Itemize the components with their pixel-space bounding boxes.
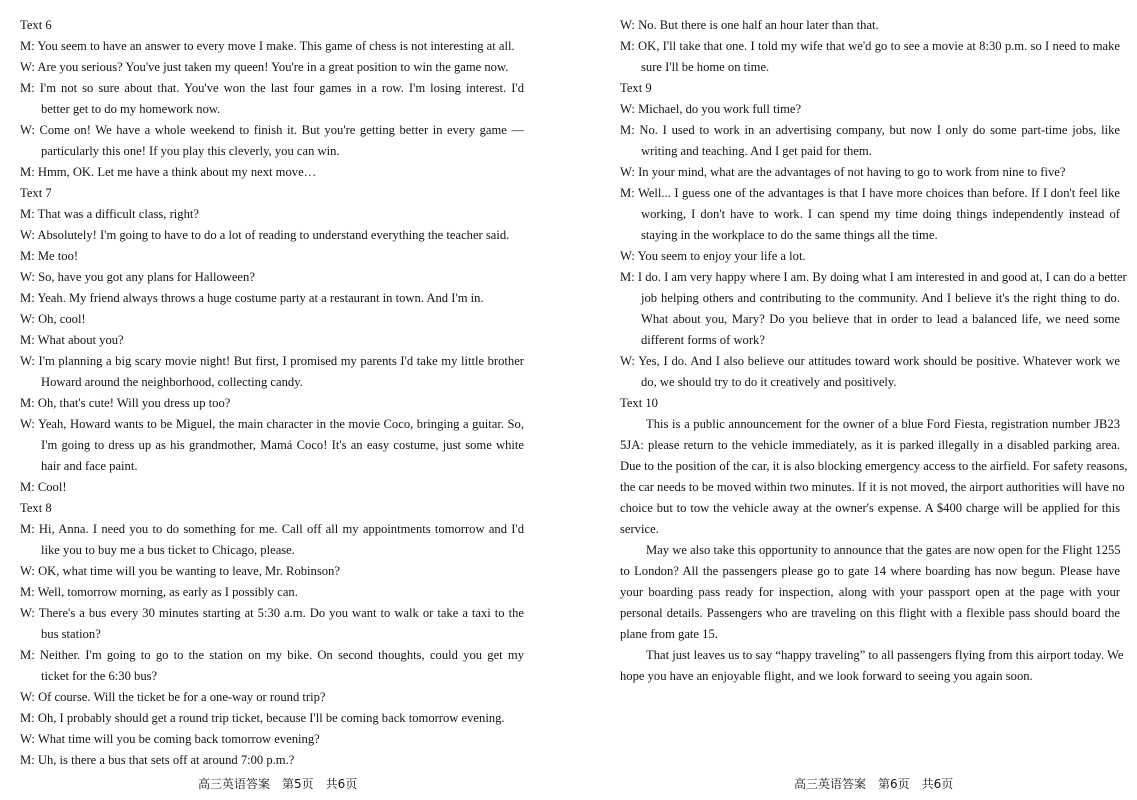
- text-line: M: Oh, I probably should get a round trip ticket, because I'll be coming back tomorrow evening.: [20, 711, 505, 725]
- text-line: better get to do my homework now.: [41, 102, 221, 116]
- text-line: to London? All the passengers please go to gate 14 where boarding has now begun. Please have: [620, 564, 1120, 578]
- text-line: W: There's a bus every 30 minutes starting at 5:30 a.m. Do you want to walk or take a taxi to the: [20, 606, 524, 620]
- text-line: job helping others and contributing to the community. And I believe it's the right thing to do.: [641, 291, 1120, 305]
- text-line: do, we should try to do it creatively and positively.: [641, 375, 897, 389]
- text-line: M: That was a difficult class, right?: [20, 207, 199, 221]
- text-line: Howard around the neighborhood, collecting candy.: [41, 375, 303, 389]
- text-line: W: Oh, cool!: [20, 312, 86, 326]
- text-line: choice but to tow the vehicle away at the owner's expense. A $400 charge will be applied for this: [620, 501, 1120, 515]
- text-line: W: Of course. Will the ticket be for a one-way or round trip?: [20, 690, 326, 704]
- text-line: staying in the workplace to do the same things all the time.: [641, 228, 938, 242]
- text-line: W: You seem to enjoy your life a lot.: [620, 249, 806, 263]
- text-line: M: Hmm, OK. Let me have a think about my next move…: [20, 165, 317, 179]
- text-line: M: Me too!: [20, 249, 79, 263]
- text-line: M: I do. I am very happy where I am. By doing what I am interested in and good at, I can do a better: [620, 270, 1127, 284]
- text-line: W: No. But there is one half an hour later than that.: [620, 18, 879, 32]
- right-page-column: [620, 15, 1128, 687]
- text-line: personal details. Passengers who are traveling on this flight with a flexible pass should board the: [620, 606, 1120, 620]
- text-line: M: No. I used to work in an advertising company, but now I only do some part-time jobs, like: [620, 123, 1120, 137]
- text-line: W: Yes, I do. And I also believe our attitudes toward work should be positive. Whatever work we: [620, 354, 1120, 368]
- text-line: W: Michael, do you work full time?: [620, 102, 802, 116]
- text-line: W: What time will you be coming back tomorrow evening?: [20, 732, 320, 746]
- text-line: M: You seem to have an answer to every move I make. This game of chess is not interesting at all.: [20, 39, 515, 53]
- text-line: your boarding pass ready for inspection, along with your passport open at the page with your: [620, 585, 1120, 599]
- text-line: M: What about you?: [20, 333, 124, 347]
- text-line: M: Well, tomorrow morning, as early as I possibly can.: [20, 585, 298, 599]
- section-heading: Text 8: [20, 501, 52, 515]
- text-line: like you to buy me a bus ticket to Chicago, please.: [41, 543, 295, 557]
- text-line: Due to the position of the car, it is also blocking emergency access to the airfield. For safety reasons,: [620, 459, 1128, 473]
- text-line: This is a public announcement for the owner of a blue Ford Fiesta, registration number JB23: [646, 417, 1120, 431]
- text-line: the car needs to be moved within two minutes. If it is not moved, the airport authorities will have no: [620, 480, 1125, 494]
- text-line: What about you, Mary? Do you believe that in order to lead a balanced life, we need some: [641, 312, 1120, 326]
- text-line: sure I'll be home on time.: [641, 60, 770, 74]
- text-line: That just leaves us to say “happy traveling” to all passengers flying from this airport today. We: [646, 648, 1124, 662]
- left-page-footer: 高三英语答案 第5页 共6页: [198, 777, 358, 791]
- text-line: service.: [620, 522, 659, 536]
- text-line: M: Cool!: [20, 480, 67, 494]
- text-line: W: Come on! We have a whole weekend to finish it. But you're getting better in every game —: [20, 123, 524, 137]
- text-line: M: OK, I'll take that one. I told my wife that we'd go to see a movie at 8:30 p.m. so I need to make: [620, 39, 1120, 53]
- text-line: M: Yeah. My friend always throws a huge costume party at a restaurant in town. And I'm in.: [20, 291, 484, 305]
- text-line: W: Absolutely! I'm going to have to do a lot of reading to understand everything the teacher said.: [20, 228, 510, 242]
- text-line: different forms of work?: [641, 333, 765, 347]
- text-line: M: Well... I guess one of the advantages is that I have more choices than before. If I don't feel like: [620, 186, 1120, 200]
- text-line: bus station?: [41, 627, 101, 641]
- right-page-footer: 高三英语答案 第6页 共6页: [794, 777, 954, 791]
- text-line: W: Yeah, Howard wants to be Miguel, the main character in the movie Coco, bringing a guitar. So,: [20, 417, 524, 431]
- text-line: M: Uh, is there a bus that sets off at around 7:00 p.m.?: [20, 753, 295, 767]
- text-line: M: I'm not so sure about that. You've won the last four games in a row. I'm losing interest. I'd: [20, 81, 524, 95]
- text-line: hope you have an enjoyable flight, and we look forward to seeing you again soon.: [620, 669, 1033, 683]
- text-line: working, I don't have to work. I can spend my time doing things independently instead of: [641, 207, 1120, 221]
- text-line: ticket for the 6:30 bus?: [41, 669, 158, 683]
- text-line: W: In your mind, what are the advantages of not having to go to work from nine to five?: [620, 165, 1066, 179]
- text-line: W: So, have you got any plans for Halloween?: [20, 270, 255, 284]
- section-heading: Text 10: [620, 396, 658, 410]
- section-heading: Text 7: [20, 186, 52, 200]
- text-line: writing and teaching. And I get paid for them.: [641, 144, 872, 158]
- section-heading: Text 6: [20, 18, 52, 32]
- text-line: W: I'm planning a big scary movie night! But first, I promised my parents I'd take my little brother: [20, 354, 524, 368]
- text-line: W: OK, what time will you be wanting to leave, Mr. Robinson?: [20, 564, 340, 578]
- text-line: 5JA: please return to the vehicle immediately, as it is parked illegally in a disabled parking area.: [620, 438, 1120, 452]
- text-line: W: Are you serious? You've just taken my queen! You're in a great position to win the game now.: [20, 60, 509, 74]
- text-line: plane from gate 15.: [620, 627, 718, 641]
- text-line: particularly this one! If you play this cleverly, you can win.: [41, 144, 340, 158]
- text-line: I'm going to dress up as his grandmother, Mamá Coco! It's an easy costume, just some white: [41, 438, 524, 452]
- section-heading: Text 9: [620, 81, 652, 95]
- text-line: hair and face paint.: [41, 459, 138, 473]
- text-line: May we also take this opportunity to announce that the gates are now open for the Flight 1255: [646, 543, 1121, 557]
- text-line: M: Hi, Anna. I need you to do something for me. Call off all my appointments tomorrow and I'd: [20, 522, 524, 536]
- text-line: M: Oh, that's cute! Will you dress up too?: [20, 396, 231, 410]
- left-page-column: [20, 15, 524, 771]
- text-line: M: Neither. I'm going to go to the station on my bike. On second thoughts, could you get my: [20, 648, 524, 662]
